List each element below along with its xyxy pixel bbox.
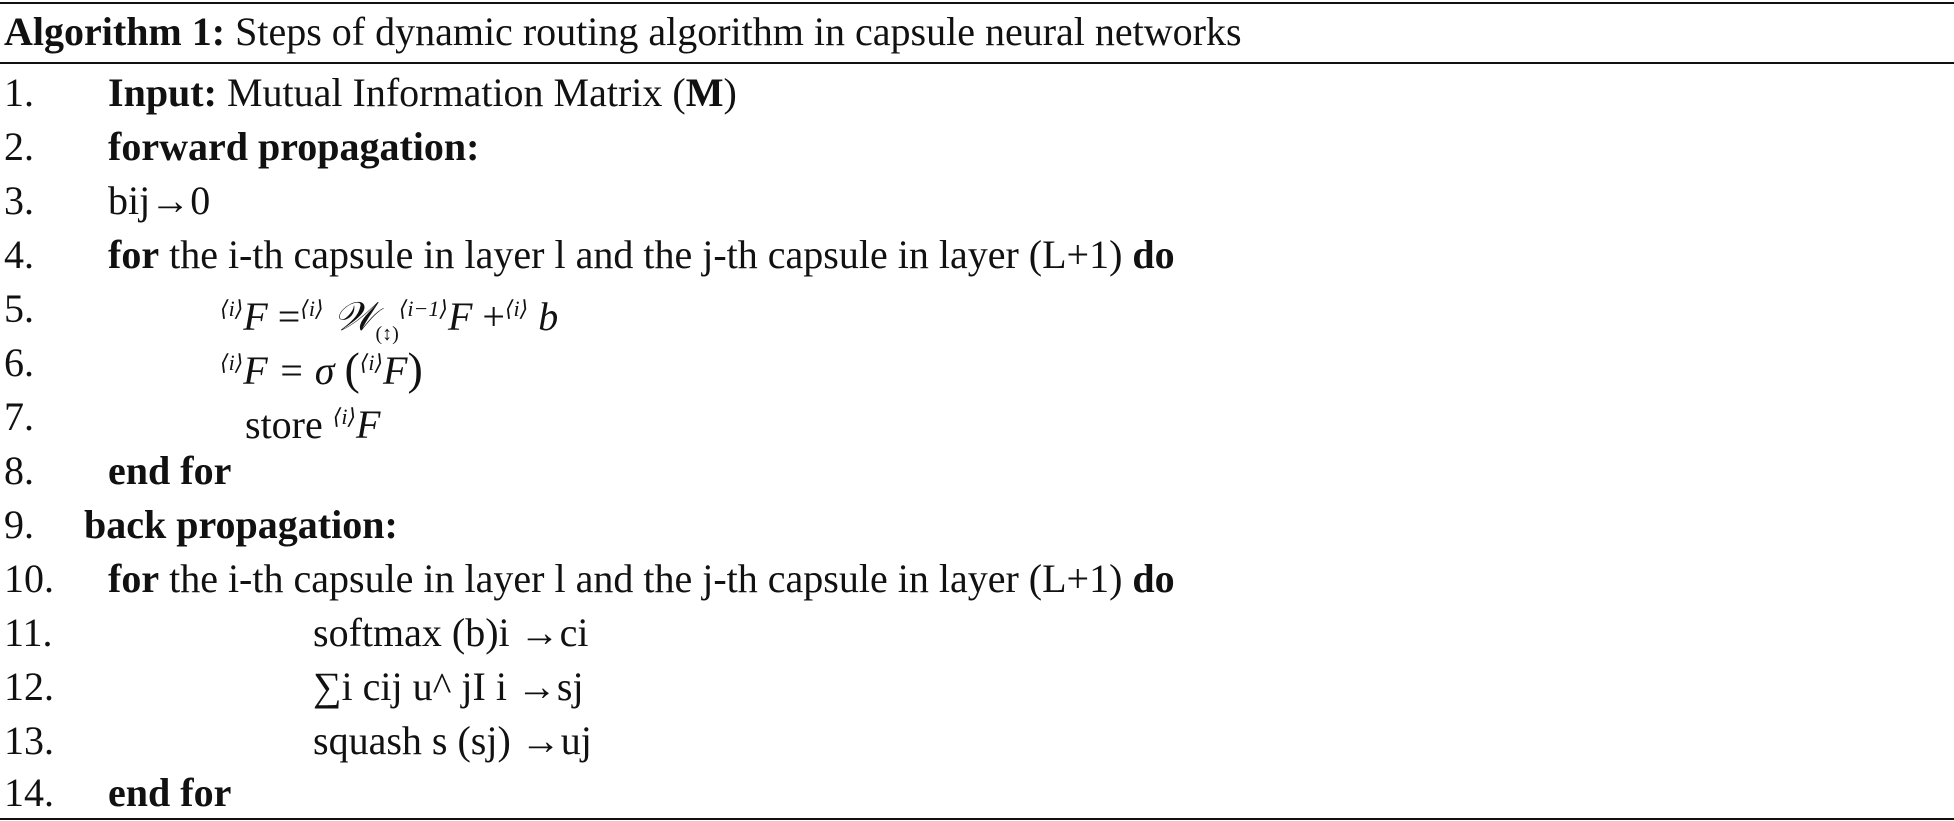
line-text: store <box>245 402 333 447</box>
math-op: = <box>267 294 301 339</box>
line-number: 12. <box>4 664 54 709</box>
line-number: 3. <box>4 178 34 223</box>
math-op: + <box>472 294 505 339</box>
line-text-end: ) <box>723 70 737 115</box>
math-var: b <box>528 294 559 339</box>
algorithm-line-8 <box>0 444 1954 498</box>
line-number: 2. <box>4 124 34 169</box>
math-sub: (↕) <box>375 323 399 345</box>
math-sup: ⟨i⟩ <box>359 350 384 375</box>
line-body <box>108 552 1175 606</box>
line-body <box>108 228 1175 282</box>
line-number: 13. <box>4 718 54 763</box>
math-op: = σ <box>267 348 345 393</box>
bottom-rule <box>0 818 1954 820</box>
algorithm-line-1 <box>0 66 1954 120</box>
math-sup: ⟨i⟩ <box>300 296 324 321</box>
keyword: end for <box>108 448 232 493</box>
line-body <box>245 390 380 452</box>
algorithm-line-10 <box>0 552 1954 606</box>
math-paren: ) <box>407 343 423 394</box>
keyword: back propagation: <box>84 502 398 547</box>
math-sup: ⟨i⟩ <box>220 350 244 375</box>
line-number: 10. <box>4 556 54 601</box>
line-number: 11. <box>4 610 53 655</box>
line-text: squash s (sj) →uj <box>313 718 592 763</box>
keyword: for <box>108 556 160 601</box>
math-var: F <box>447 294 473 339</box>
algorithm-line-4 <box>0 228 1954 282</box>
line-number: 14. <box>4 770 54 815</box>
keyword: Input: <box>108 70 217 115</box>
algorithm-caption <box>4 4 1242 60</box>
caption-title: Steps of dynamic routing algorithm in capsule neural networks <box>235 9 1242 54</box>
line-number: 8. <box>4 448 34 493</box>
math-var: F <box>383 348 408 393</box>
math-sup: ⟨i⟩ <box>220 296 244 321</box>
algorithm-line-5 <box>0 282 1954 345</box>
line-text: the i-th capsule in layer l and the j-th capsule in layer (L+1) <box>159 556 1133 601</box>
algorithm-line-13 <box>0 714 1954 768</box>
algorithm-line-7 <box>0 390 1954 447</box>
line-number: 5. <box>4 286 34 331</box>
algorithm-line-9 <box>0 498 1954 552</box>
math-sup: ⟨i⟩ <box>332 404 357 429</box>
matrix-symbol: M <box>685 70 724 115</box>
keyword: for <box>108 232 160 277</box>
line-number: 7. <box>4 394 34 439</box>
math-var: F <box>243 294 268 339</box>
math-paren: ( <box>344 343 360 394</box>
keyword-end: do <box>1132 232 1175 277</box>
line-text: bij→0 <box>108 178 211 223</box>
math-var: F <box>243 348 268 393</box>
line-text: softmax (b)i →ci <box>313 610 589 655</box>
formula <box>220 336 423 398</box>
algorithm-line-14 <box>0 766 1954 820</box>
keyword: forward propagation: <box>108 124 480 169</box>
line-number: 9. <box>4 502 34 547</box>
math-sup: ⟨i⟩ <box>504 296 529 321</box>
math-var: F <box>356 402 381 447</box>
algorithm-line-6 <box>0 336 1954 394</box>
algorithm-line-3 <box>0 174 1954 228</box>
caption-label: Algorithm 1: <box>4 9 226 54</box>
math-var: 𝒲 <box>323 294 376 339</box>
keyword-end: do <box>1132 556 1175 601</box>
line-text: ∑i cij u^ jI i →sj <box>313 664 584 709</box>
line-number: 1. <box>4 70 34 115</box>
caption-rule <box>0 62 1954 64</box>
line-text: the i-th capsule in layer l and the j-th capsule in layer (L+1) <box>159 232 1133 277</box>
algorithm-line-2 <box>0 120 1954 174</box>
algorithm-line-11 <box>0 606 1954 660</box>
line-text: Mutual Information Matrix ( <box>216 70 686 115</box>
keyword: end for <box>108 770 232 815</box>
line-number: 6. <box>4 340 34 385</box>
math-sup: ⟨i−1⟩ <box>398 296 448 321</box>
algorithm-line-12 <box>0 660 1954 714</box>
line-body <box>108 66 737 120</box>
line-number: 4. <box>4 232 34 277</box>
